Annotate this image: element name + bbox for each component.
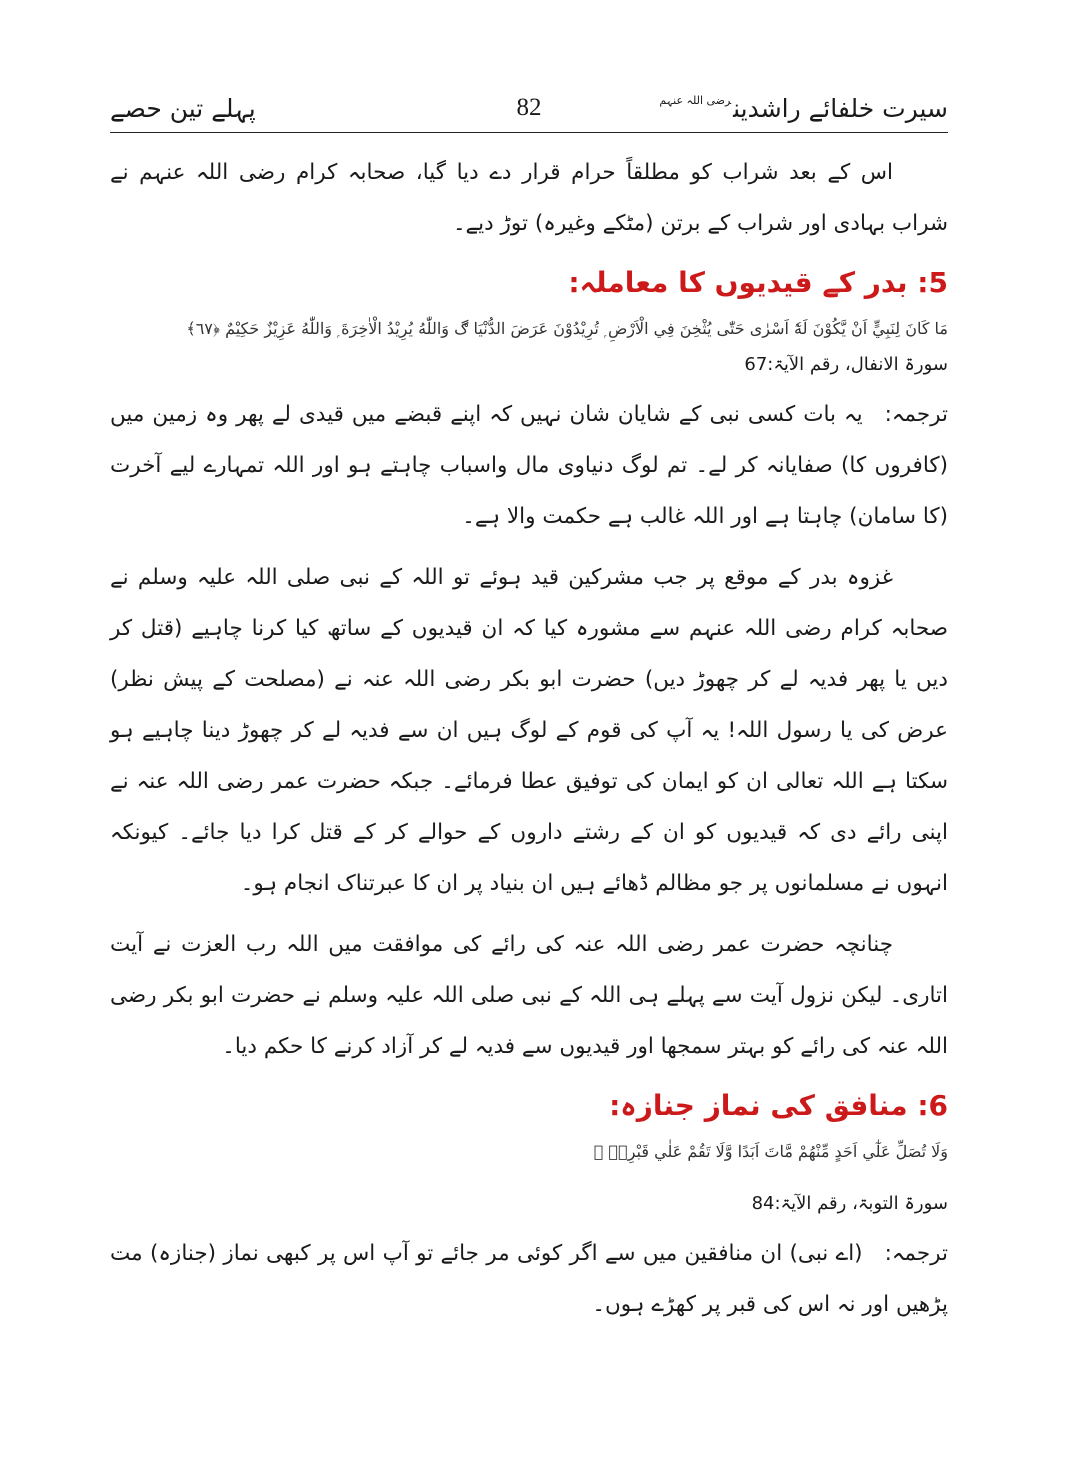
paragraph-verse-revelation: چنانچہ حضرت عمر رضی اللہ عنہ کی رائے کی موافقت میں اللہ رب العزت نے آیت اتاری۔ لیکن نزول آیت سے پہلے ہی اللہ کے نبی صلی اللہ علیہ وسلم نے حضرت ابو بکر رضی اللہ عنہ کی رائے کو بہتر سمجھا اور قیدیوں سے فدیہ لے کر آزاد کرنے کا حکم دیا۔ [110,932,948,1059]
translation-label-2: ترجمہ: [884,1241,948,1266]
verse-reference-tawbah: سورۃ التوبۃ، رقم الآیۃ:84 [751,1193,948,1214]
page-content [110,147,948,1340]
quran-verse-tawbah: وَلَا تُصَلِّ عَلٰٓي اَحَدٍ مِّنْهُمْ مَّاتَ اَبَدًا وَّلَا تَقُمْ عَلٰي قَبْرِهٖ ۭ [593,1142,948,1161]
page-header [110,92,948,133]
translation-tawbah [110,1228,948,1330]
translation-label: ترجمہ: [884,402,948,427]
paragraph-badr-consultation: غزوہ بدر کے موقع پر جب مشرکین قید ہوئے تو اللہ کے نبی صلی اللہ علیہ وسلم نے صحابہ کرام رضی اللہ عنہم سے مشورہ کیا کہ ان قیدیوں کے ساتھ کیا کرنا چاہیے (قتل کر دیں یا پھر فدیہ لے کر چھوڑ دیں) حضرت ابو بکر رضی اللہ عنہ نے (مصلحت کے پیش نظر) عرض کی یا رسول اللہ! یہ آپ کی قوم کے لوگ ہیں ان سے فدیہ لے کر چھوڑ دینا چاہیے ہو سکتا ہے اللہ تعالی ان کو ایمان کی توفیق عطا فرمائے۔ جبکہ حضرت عمر رضی اللہ عنہ نے اپنی رائے دی کہ قیدیوں کو ان کے رشتے داروں کے حوالے کر کے قتل کرا دیا جائے۔ کیونکہ انہوں نے مسلمانوں پر جو مظالم ڈھائے ہیں ان بنیاد پر ان کا عبرتناک انجام ہو۔ [110,565,948,896]
translation-anfal [110,389,948,542]
section-label: پہلے تین حصے [110,94,256,123]
page-number: 82 [516,94,542,121]
book-title: سیرت خلفائے راشدین$^{رضی اللہ عنہم}$ [659,94,948,123]
heading-hypocrite-funeral: 6: منافق کی نماز جنازہ: [609,1089,948,1122]
translation-tawbah-text: (اے نبی) ان منافقین میں سے اگر کوئی مر جائے تو آپ اس پر کبھی نماز (جنازہ) مت پڑھیں اور نہ اس کی قبر پر کھڑے ہوں۔ [110,1241,948,1317]
verse-reference-anfal: سورۃ الانفال، رقم الآیۃ:67 [744,354,948,375]
translation-anfal-text: یہ بات کسی نبی کے شایان شان نہیں کہ اپنے قبضے میں قیدی لے پھر وہ زمین میں (کافروں کا) صفایانہ کر لے۔ تم لوگ دنیاوی مال واسباب چاہتے ہو اور اللہ تمہارے لیے آخرت (کا سامان) چاہتا ہے اور اللہ غالب ہے حکمت والا ہے۔ [110,402,948,529]
honorific: رضی اللہ عنہم [659,94,732,107]
heading-badr-prisoners: 5: بدر کے قیدیوں کا معاملہ: [568,266,948,299]
quran-verse-anfal: مَا كَانَ لِنَبِيٍّ اَنْ يَّكُوْنَ لَهٗٓ اَسْرٰى حَتّٰى يُثْخِنَ فِي الْاَرْضِ ۭ تُرِيْدُوْنَ عَرَضَ الدُّنْيَا ڰ وَاللّٰهُ يُرِيْدُ الْاٰخِرَةَ ۭ وَاللّٰهُ عَزِيْزٌ حَكِيْمٌ ﴿٦٧﴾ [186,319,948,338]
paragraph-wine-prohibition: اس کے بعد شراب کو مطلقاً حرام قرار دے دیا گیا، صحابہ کرام رضی اللہ عنہم نے شراب بہادی اور شراب کے برتن (مٹکے وغیرہ) توڑ دیے۔ [110,160,948,236]
